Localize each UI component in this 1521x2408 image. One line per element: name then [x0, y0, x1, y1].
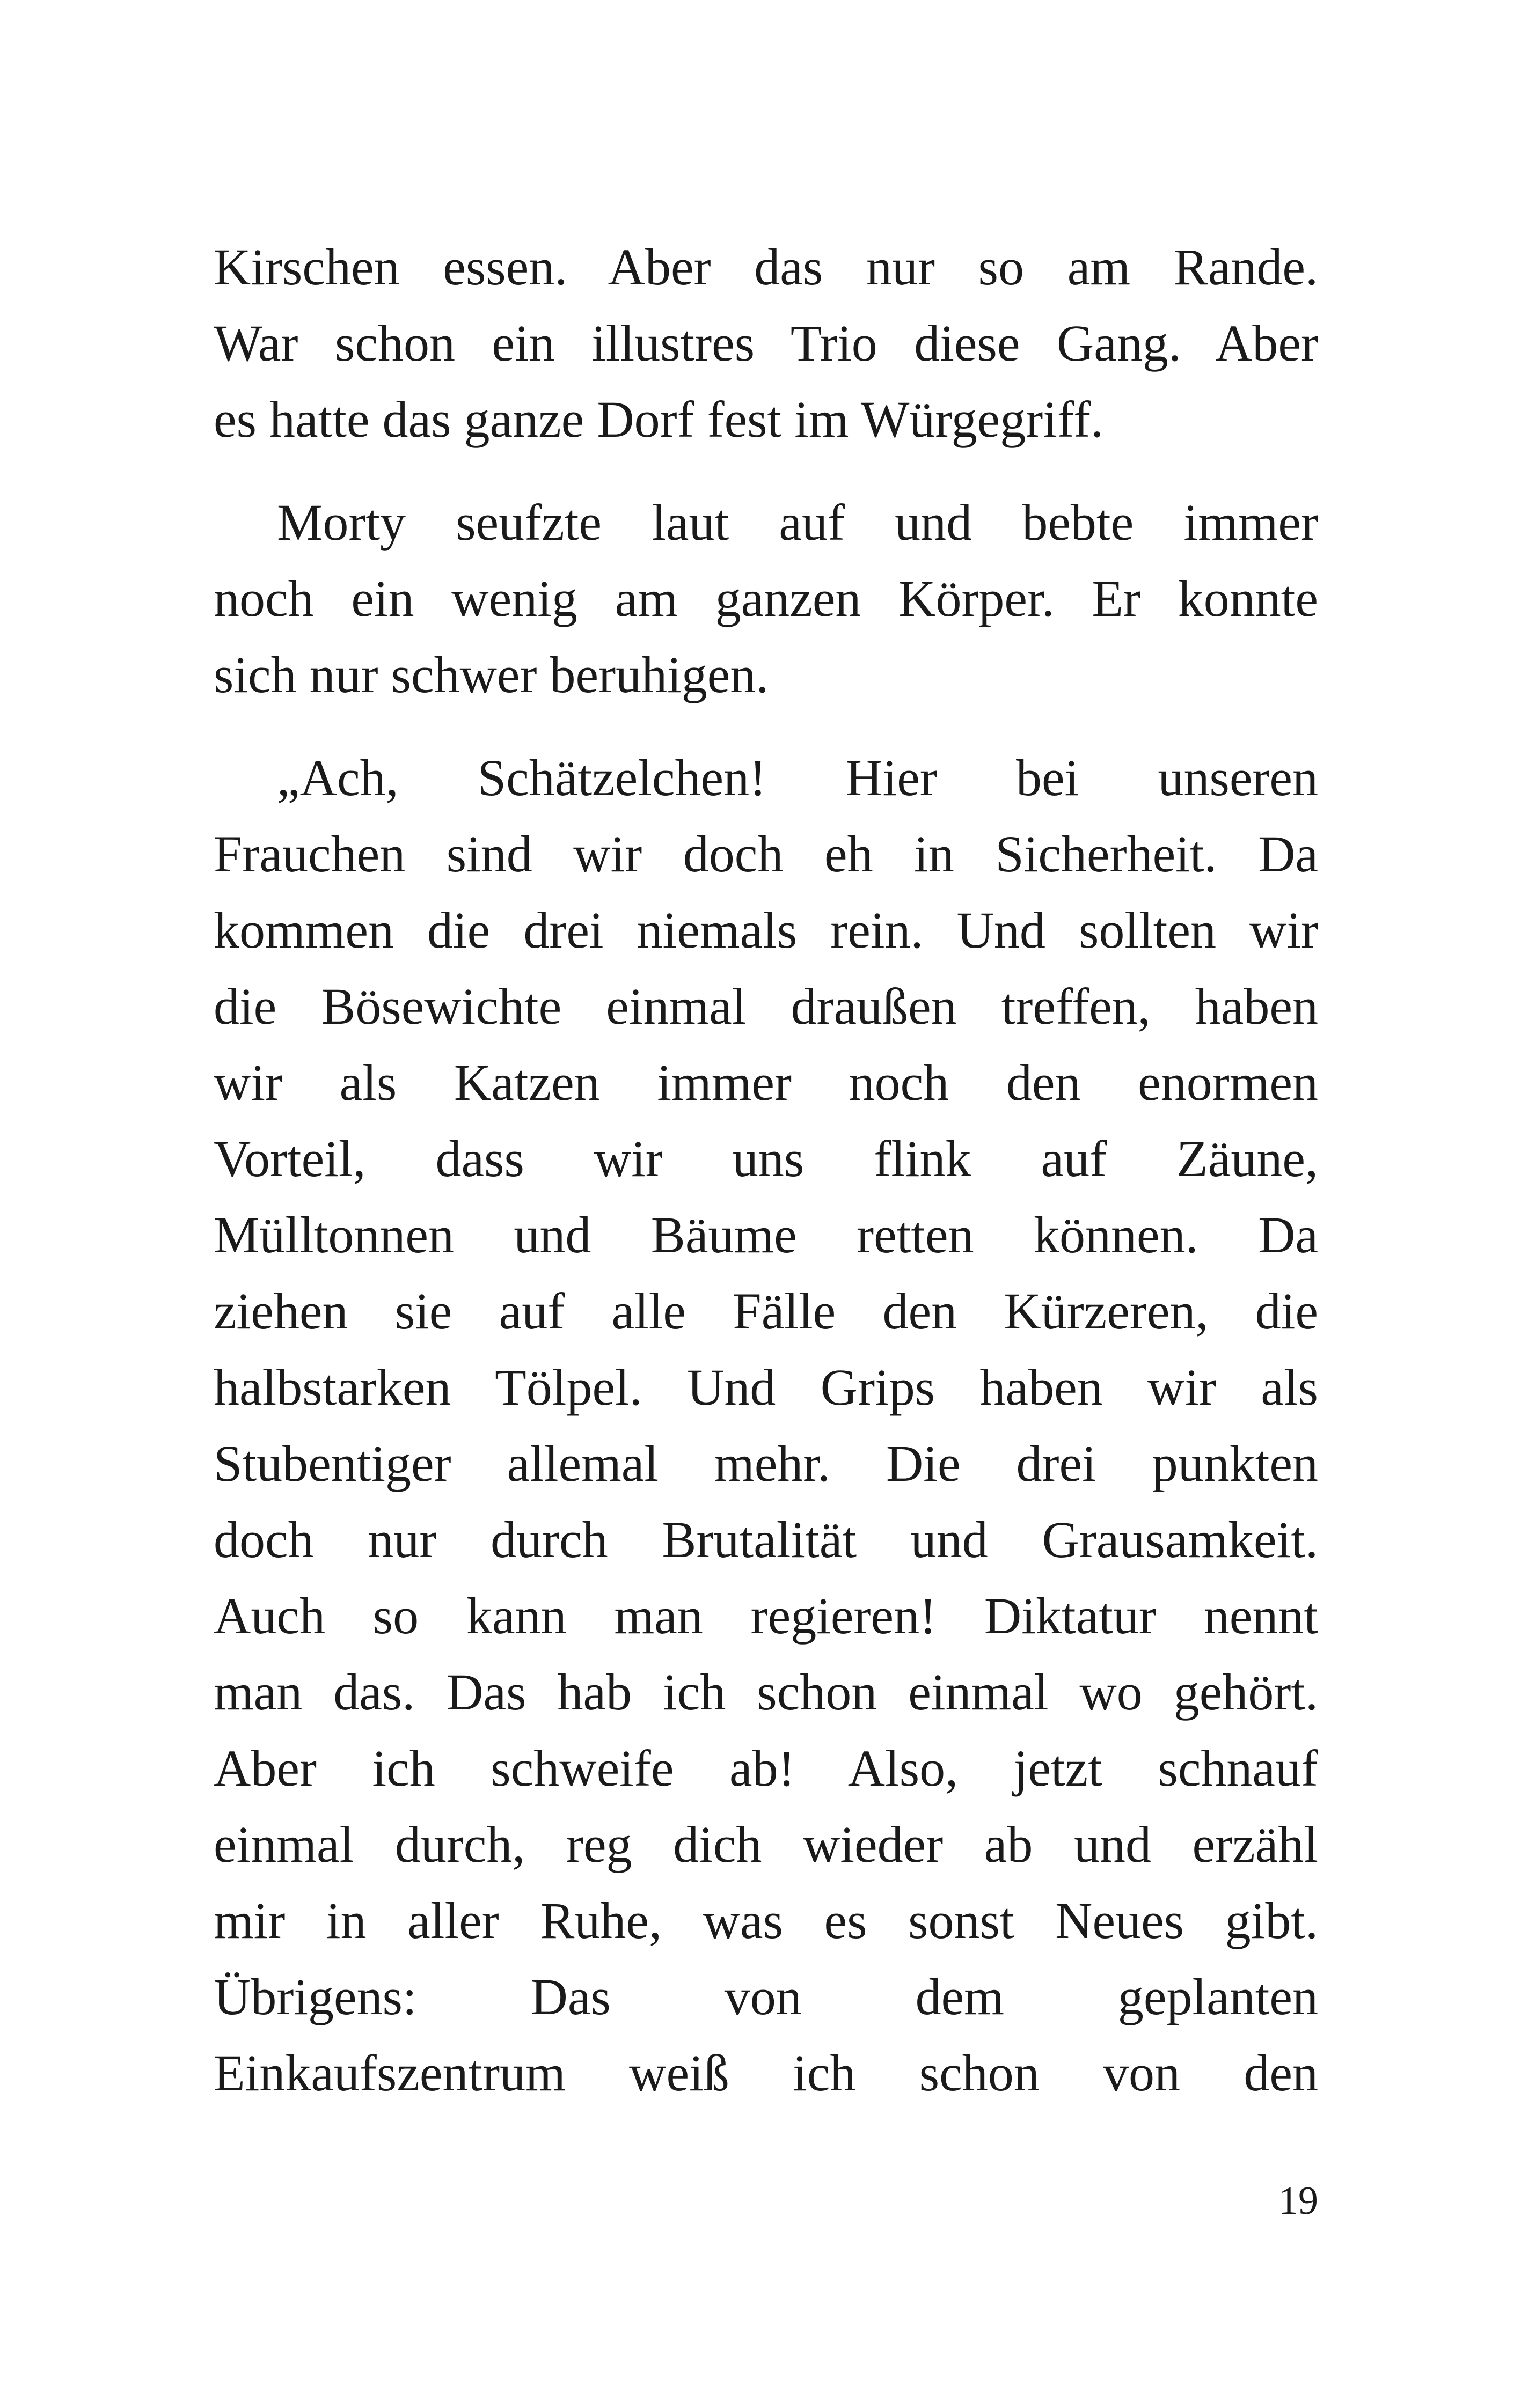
text-line: doch nur durch Brutalität und Grausamkeit.: [214, 1511, 1318, 1568]
text-line: Übrigens: Das von dem geplanten: [214, 1968, 1318, 2025]
text-line: War schon ein illustres Trio diese Gang. Aber: [214, 314, 1318, 372]
text-line: Auch so kann man regieren! Diktatur nennt: [214, 1587, 1318, 1645]
page-number: 19: [1278, 2179, 1318, 2223]
text-line: Einkaufszentrum weiß ich schon von den: [214, 2044, 1318, 2102]
text-line: Morty seufzte laut auf und bebte immer: [277, 494, 1318, 551]
text-line: Mülltonnen und Bäume retten können. Da: [214, 1206, 1318, 1264]
text-line: wir als Katzen immer noch den enormen: [214, 1054, 1318, 1111]
text-line: ziehen sie auf alle Fälle den Kürzeren, die: [214, 1282, 1318, 1340]
text-line: Frauchen sind wir doch eh in Sicherheit. Da: [214, 825, 1318, 883]
text-line: Vorteil, dass wir uns flink auf Zäune,: [214, 1130, 1318, 1187]
text-line: die Bösewichte einmal draußen treffen, haben: [214, 978, 1318, 1035]
text-line: Stubentiger allemal mehr. Die drei punkten: [214, 1435, 1318, 1492]
paragraph-gap: [214, 458, 1318, 484]
text-line: sich nur schwer beruhigen.: [214, 646, 769, 703]
text-line: Aber ich schweife ab! Also, jetzt schnauf: [214, 1739, 1318, 1797]
text-line: man das. Das hab ich schon einmal wo gehört.: [214, 1663, 1318, 1721]
text-line: Kirschen essen. Aber das nur so am Rande.: [214, 238, 1318, 296]
body-text: [214, 229, 1318, 2111]
text-line: mir in aller Ruhe, was es sonst Neues gibt.: [214, 1892, 1318, 1949]
text-line: kommen die drei niemals rein. Und sollten wir: [214, 901, 1318, 959]
text-line: einmal durch, reg dich wieder ab und erzähl: [214, 1816, 1318, 1873]
text-line: halbstarken Tölpel. Und Grips haben wir als: [214, 1359, 1318, 1416]
text-line: es hatte das ganze Dorf fest im Würgegriff.: [214, 391, 1104, 448]
paragraph-gap: [214, 713, 1318, 740]
text-line: noch ein wenig am ganzen Körper. Er konnte: [214, 570, 1318, 627]
text-line: „Ach, Schätzelchen! Hier bei unseren: [277, 749, 1318, 806]
